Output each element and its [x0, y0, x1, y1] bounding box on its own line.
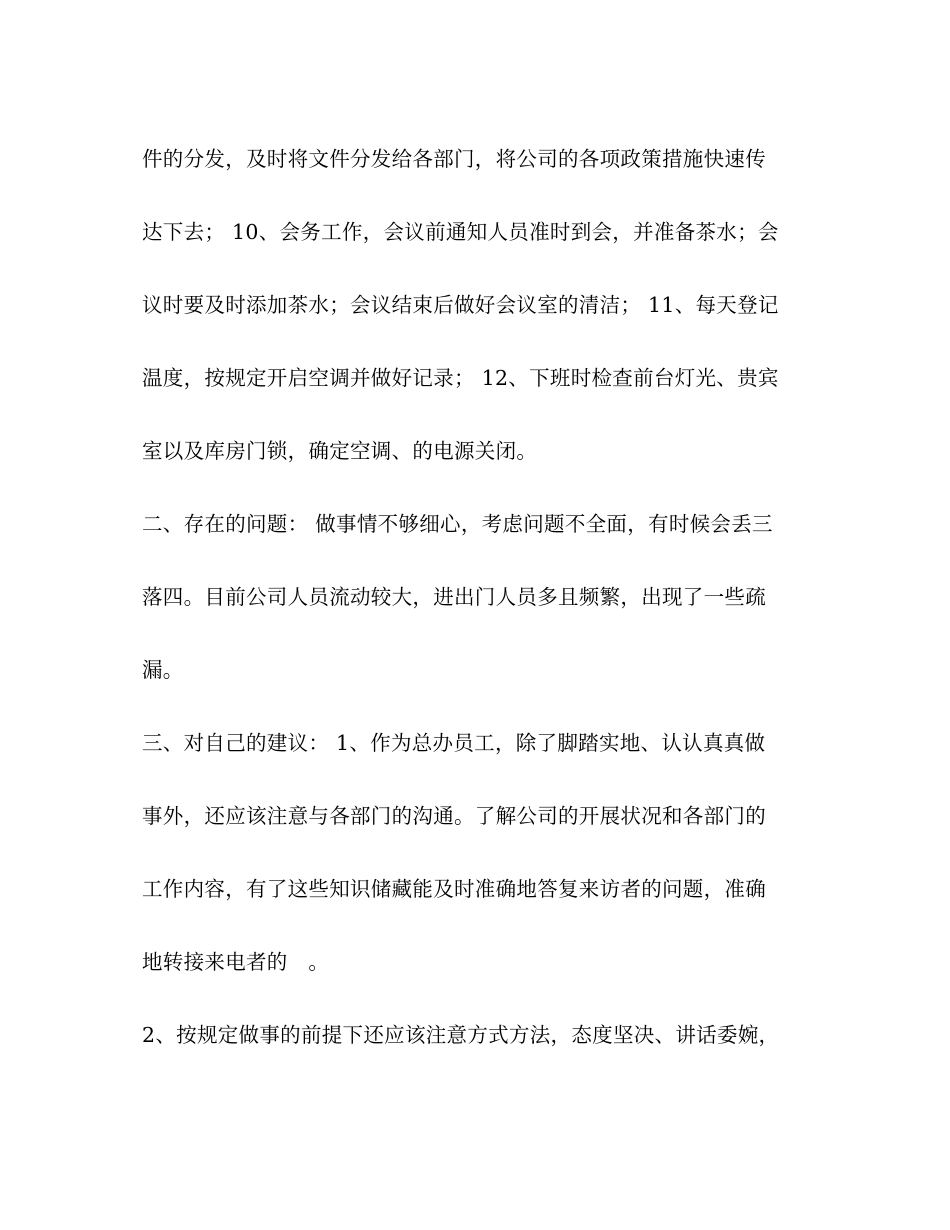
- text-line: 议时要及时添加茶水；会议结束后做好会议室的清洁； 11、每天登记: [142, 293, 779, 317]
- section-heading-problems: 二、存在的问题： 做事情不够细心，考虑问题不全面，有时候会丢三: [142, 512, 773, 536]
- text-line: 漏。: [142, 658, 184, 682]
- text-line: 工作内容，有了这些知识储藏能及时准确地答复来访者的问题，准确: [142, 877, 766, 901]
- text-line: 地转接来电者的 。: [142, 950, 330, 974]
- text-line: 达下去； 10、会务工作，会议前通知人员准时到会，并准备茶水；会: [142, 220, 779, 244]
- text-line: 事外，还应该注意与各部门的沟通。了解公司的开展状况和各部门的: [142, 804, 766, 828]
- text-line: 2、按规定做事的前提下还应该注意方式方法，态度坚决、讲话委婉，: [142, 1023, 780, 1047]
- text-line: 落四。目前公司人员流动较大，进出门人员多且频繁，出现了一些疏: [142, 585, 766, 609]
- text-line: 室以及库房门锁，确定空调、的电源关闭。: [142, 439, 538, 463]
- section-heading-suggestions: 三、对自己的建议： 1、作为总办员工，除了脚踏实地、认认真真做: [142, 731, 766, 755]
- text-line: 温度，按规定开启空调并做好记录； 12、下班时检查前台灯光、贵宾: [142, 366, 779, 390]
- document-body: [142, 136, 812, 1085]
- text-line: 件的分发，及时将文件分发给各部门，将公司的各项政策措施快速传: [142, 147, 766, 171]
